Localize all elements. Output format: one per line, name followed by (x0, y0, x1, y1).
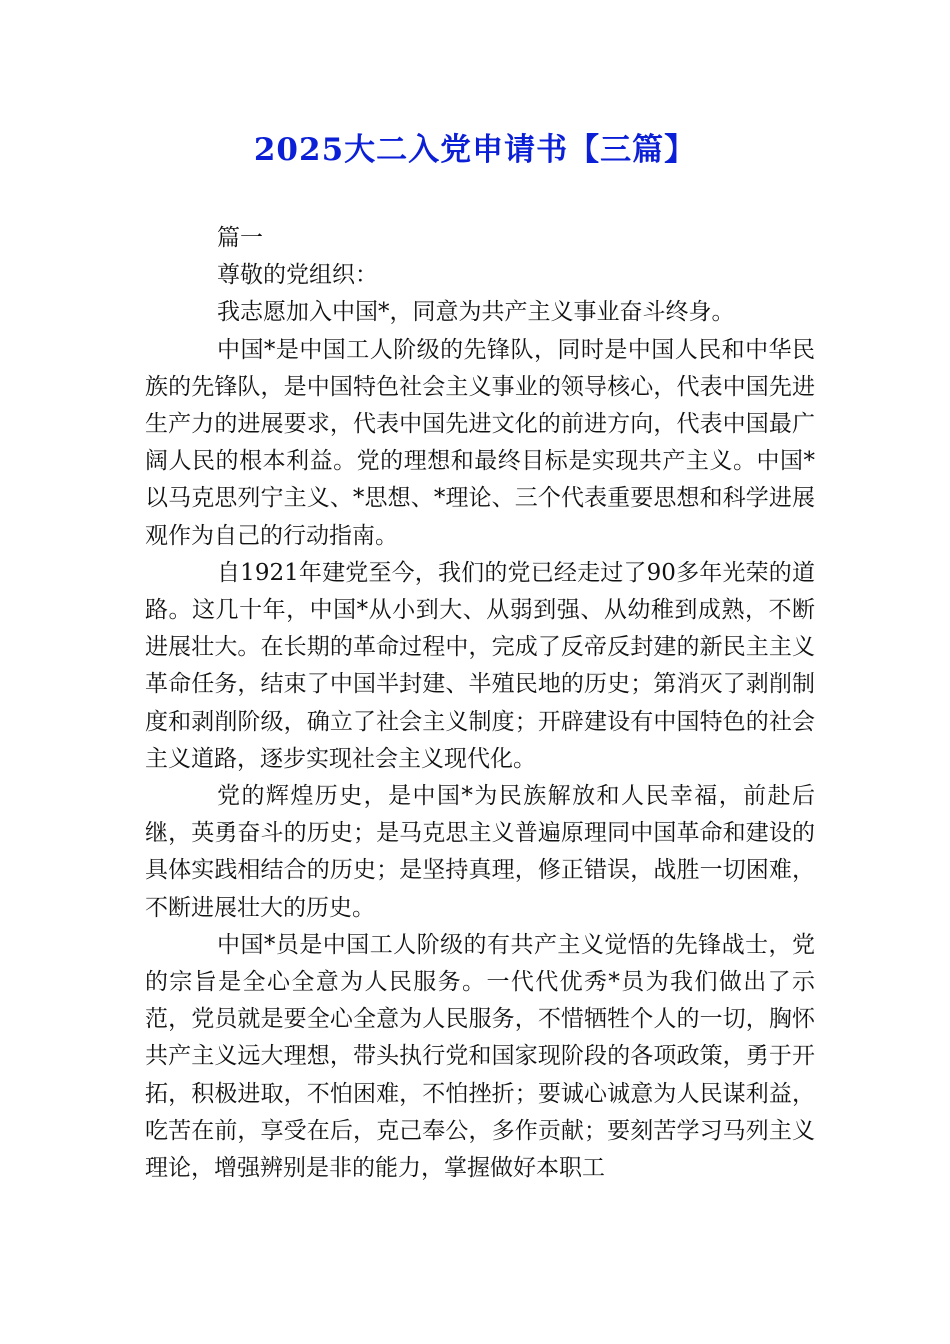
paragraph: 党的辉煌历史，是中国*为民族解放和人民幸福，前赴后继，英勇奋斗的历史；是马克思主义普遍原理同中国革命和建设的具体实践相结合的历史；是坚持真理，修正错误，战胜一切困难，不断进展壮大的历史。 (145, 783, 815, 921)
paragraph: 中国*员是中国工人阶级的有共产主义觉悟的先锋战士，党的宗旨是全心全意为人民服务。一代代优秀*员为我们做出了示范，党员就是要全心全意为人民服务，不惜牺牲个人的一切，胸怀共产主义远大理想，带头执行党和国家现阶段的各项政策，勇于开拓，积极进取，不怕困难，不怕挫折；要诚心诚意为人民谋利益，吃苦在前，享受在后，克己奉公，多作贡献；要刻苦学习马列主义理论，增强辨别是非的能力，掌握做好本职工 (145, 931, 815, 1182)
document-title: 2025大二入党申请书【三篇】 (253, 132, 697, 168)
paragraph: 自1921年建党至今，我们的党已经走过了90多年光荣的道路。这几十年，中国*从小到大、从弱到强、从幼稚到成熟，不断进展壮大。在长期的革命过程中，完成了反帝反封建的新民主主义革命任务，结束了中国半封建、半殖民地的历史；第消灭了剥削制度和剥削阶级，确立了社会主义制度；开辟建设有中国特色的社会主义道路，逐步实现社会主义现代化。 (145, 559, 815, 772)
section-heading: 篇一 (217, 225, 263, 251)
paragraph: 中国*是中国工人阶级的先锋队，同时是中国人民和中华民族的先锋队，是中国特色社会主义事业的领导核心，代表中国先进生产力的进展要求，代表中国先进文化的前进方向，代表中国最广阔人民的根本利益。党的理想和最终目标是实现共产主义。中国*以马克思列宁主义、*思想、*理论、三个代表重要思想和科学进展观作为自己的行动指南。 (145, 336, 815, 549)
salutation: 尊敬的党组织： (217, 262, 378, 289)
paragraph: 我志愿加入中国*，同意为共产主义事业奋斗终身。 (217, 299, 735, 326)
document-body (145, 220, 815, 1187)
